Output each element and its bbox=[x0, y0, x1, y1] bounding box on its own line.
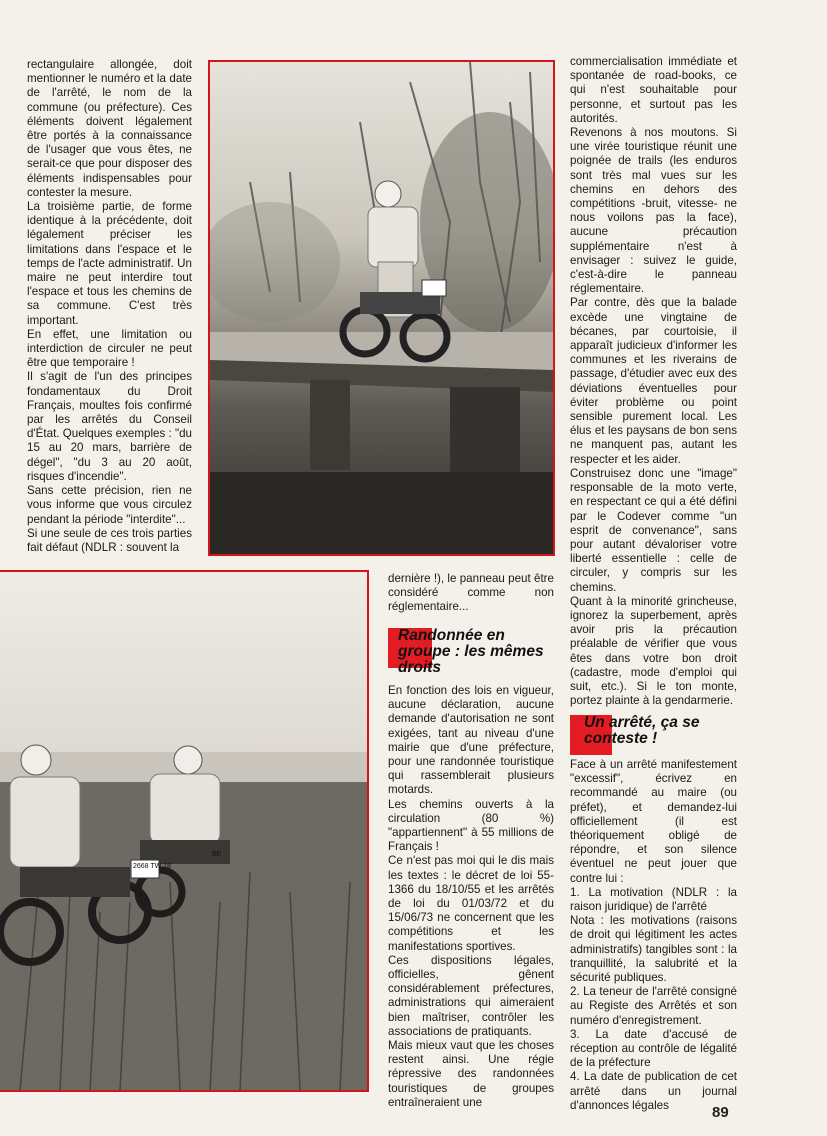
paragraph: Construisez donc une "image" responsable de la moto verte, en respectant ce qui a été défini par le Codever comme "un esprit de convenance", sans pour autant dévaloriser votre liberté essentielle : celle de circuler, y compris sur les chemins. bbox=[570, 466, 737, 594]
article-column-right bbox=[570, 55, 737, 708]
photo-group-illustration bbox=[0, 572, 367, 1090]
paragraph: dernière !), le panneau peut être considéré comme non réglementaire... bbox=[388, 572, 554, 614]
paragraph: Quant à la minorité grincheuse, ignorez la superbement, après avoir pris la précaution préalable de vérifier que vous êtes dans votre bon droit (cadastre, mode d'emploi qui suit, etc.). Si le ton monte, portez plainte à la gendarmerie. bbox=[570, 594, 737, 708]
paragraph: Les chemins ouverts à la circulation (80 %) "appartiennent" à 55 millions de Français ! bbox=[388, 797, 554, 854]
list-item: 4. La date de publication de cet arrêté dans un journal d'annonces légales bbox=[570, 1070, 737, 1112]
paragraph: Sans cette précision, rien ne vous informe que vous circulez pendant la période "interdite"... bbox=[27, 484, 192, 526]
article-column-right-body bbox=[570, 758, 737, 1113]
section-heading-text: Randonnée en groupe : les mêmes droits bbox=[398, 627, 544, 676]
paragraph: Il s'agit de l'un des principes fondamentaux du Droit Français, moultes fois confirmé par les arrêtés du Conseil d'État. Quelques exemples : "du 15 au 20 mars, barrière de dégel", "du 3 au 20 août, risques d'incendie". bbox=[27, 370, 192, 483]
paragraph: Face à un arrêté manifestement "excessif", écrivez en recommandé au maire (ou préfet), et demandez-lui officiellement (il est théoriquement obligé de répondre, et son silence éventuel ne peut jouer que contre lui : bbox=[570, 758, 737, 885]
photo-bridge-illustration bbox=[210, 62, 553, 554]
list-item: 3. La date d'accusé de réception au contrôle de légalité de la préfecture bbox=[570, 1027, 737, 1070]
paragraph: Par contre, dès que la balade excède une vingtaine de bécanes, par courtoisie, il apparaît judicieux d'informer les communes et les riverains de passage, d'étudier avec eux des déviations éventuelles pour éviter problème ou point sensible purement local. Les élus et les paysans de bon sens ne manquent pas, autant les respecter et les aider. bbox=[570, 296, 737, 466]
license-plate-text: BE bbox=[212, 851, 222, 858]
license-plate-text: 2668 TW 78 bbox=[133, 863, 172, 870]
section-heading-group-ride bbox=[388, 628, 558, 676]
paragraph: Ce n'est pas moi qui le dis mais les textes : le décret de loi 55-1366 du 18/10/55 et les arrêtés de loi du 01/03/72 et du 15/06/73 ne concernent que les compétitions et les manifestations sportives. bbox=[388, 854, 554, 953]
section-heading-text: Un arrêté, ça se conteste ! bbox=[584, 714, 700, 747]
list-item: 2. La teneur de l'arrêté consigné au Registe des Arrêtés et son numéro d'enregistrement. bbox=[570, 985, 737, 1027]
section-heading-contest bbox=[570, 715, 740, 747]
photo-group-ride bbox=[0, 570, 369, 1092]
paragraph: Revenons à nos moutons. Si une virée touristique réunit une poignée de trails (les enduros sont très mal vues sur les chemins en dehors des compétitions -bruit, vitesse- ne nous voilons pas la face), aucune précaution supplémentaire n'est à envisager : suivez le guide, c'est-à-dire le panneau réglementaire. bbox=[570, 126, 737, 296]
paragraph: Nota : les motivations (raisons de droit qui légitiment les actes administratifs) tangibles sont : la tranquillité, la salubrité et la sécurité publiques. bbox=[570, 914, 737, 985]
paragraph: rectangulaire allongée, doit mentionner le numéro et la date de l'arrêté, le nom de la commune (ou préfecture). Ces éléments doivent légalement être portés à la connaissance de l'usager que vous êtes, ne serait-ce que pour disposer des éléments indispensables pour contester la mesure. bbox=[27, 58, 192, 199]
article-column-middle bbox=[388, 572, 554, 615]
paragraph: Si une seule de ces trois parties fait défaut (NDLR : souvent la bbox=[27, 526, 192, 554]
photo-bridge-rider bbox=[208, 60, 555, 556]
paragraph: commercialisation immédiate et spontanée de road-books, ce qui n'est souhaitable pour personne, et surtout pas les autorités. bbox=[570, 55, 737, 125]
list-item: 1. La motivation (NDLR : la raison juridique) de l'arrêté bbox=[570, 885, 737, 914]
paragraph: Mais mieux vaut que les choses restent ainsi. Une régie répressive des randonnées touristiques de groupes entraîneraient une bbox=[388, 1039, 554, 1109]
paragraph: La troisième partie, de forme identique à la précédente, doit légalement préciser les limitations dans l'espace et le temps de l'acte administratif. Un maire ne peut interdire tout l'espace et tous les chemins de sa commune. C'est très important. bbox=[27, 200, 192, 327]
paragraph: En fonction des lois en vigueur, aucune déclaration, aucune demande d'autorisation ne sont exigées, tant au niveau d'une mairie que d'une préfecture, pour une randonnée touristique qui rassemblerait plusieurs motards. bbox=[388, 684, 554, 797]
paragraph: En effet, une limitation ou interdiction de circuler ne peut être que temporaire ! bbox=[27, 327, 192, 370]
article-column-middle-body bbox=[388, 684, 554, 1110]
paragraph: Ces dispositions légales, officielles, gênent considérablement préfectures, administrations qui aimeraient bien maîtriser, contrôler les associations de pratiquants. bbox=[388, 953, 554, 1038]
page-number: 89 bbox=[712, 1104, 729, 1121]
article-column-left bbox=[27, 58, 192, 555]
